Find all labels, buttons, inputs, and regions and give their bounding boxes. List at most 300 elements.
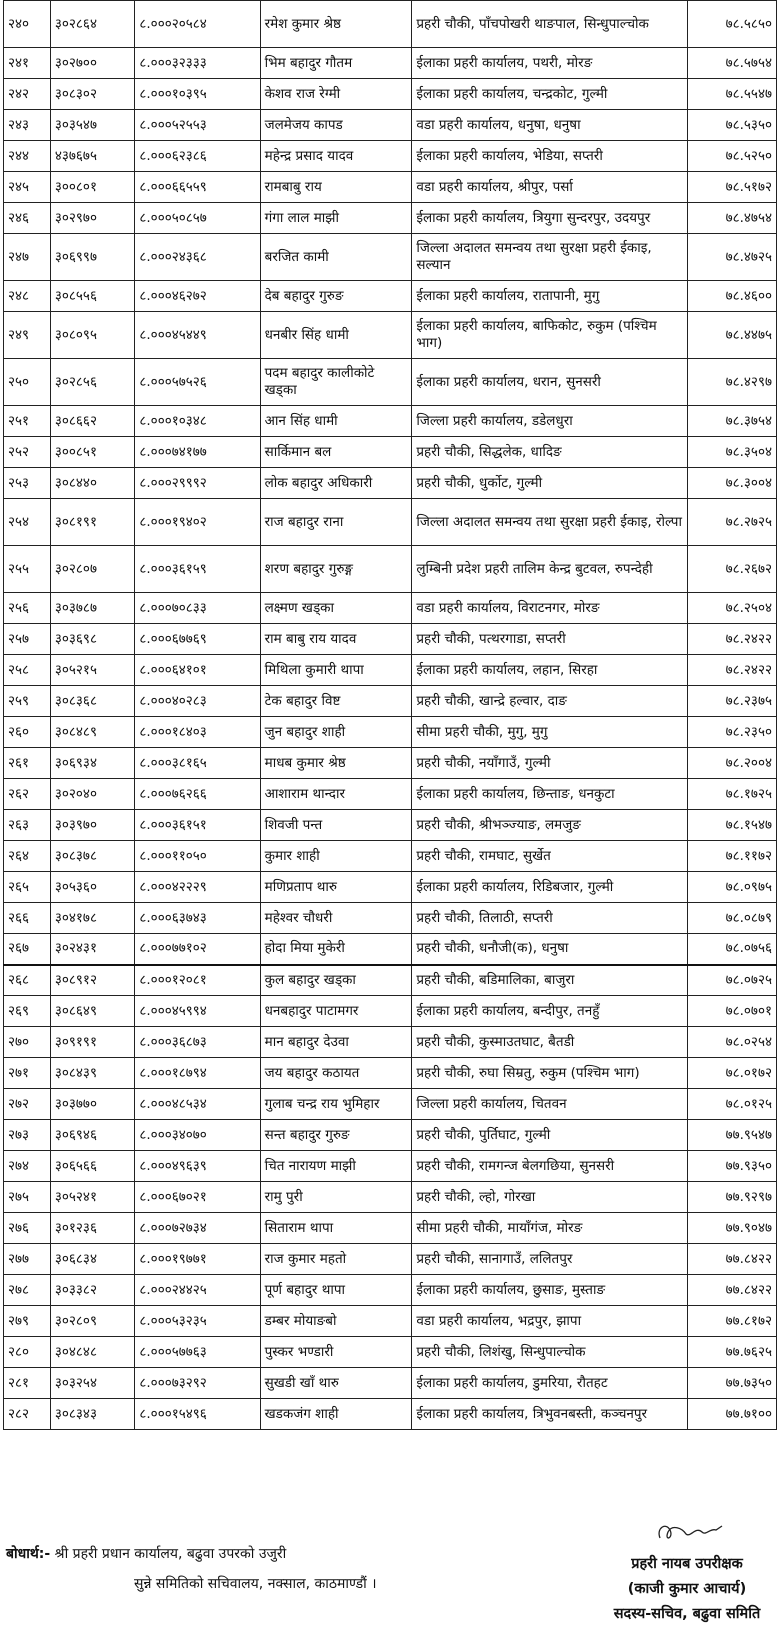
symbol-number-cell: ३०३७८७ bbox=[50, 593, 135, 624]
table-row bbox=[4, 1058, 777, 1089]
name-cell: डम्बर मोयाङबो bbox=[260, 1306, 412, 1337]
table-row bbox=[4, 499, 777, 546]
symbol-number-cell: ३०४८४८ bbox=[50, 1337, 135, 1368]
score-code-cell: ८.०००६४१०१ bbox=[135, 655, 260, 686]
total-score-cell: ७८.५१७२ bbox=[688, 172, 777, 203]
total-score-cell: ७८.४२९७ bbox=[688, 359, 777, 406]
score-code-cell: ८.०००६७७६९ bbox=[135, 624, 260, 655]
name-cell: लक्ष्मण खड्का bbox=[260, 593, 412, 624]
total-score-cell: ७८.०१२५ bbox=[688, 1089, 777, 1120]
name-cell: सिताराम थापा bbox=[260, 1213, 412, 1244]
total-score-cell: ७८.५७५४ bbox=[688, 48, 777, 79]
office-cell: सीमा प्रहरी चौकी, मायाँगंज, मोरङ bbox=[412, 1213, 688, 1244]
office-cell: प्रहरी चौकी, खान्द्रे हल्वार, दाङ bbox=[412, 686, 688, 717]
serial-cell: २५३ bbox=[4, 468, 51, 499]
symbol-number-cell: ३०३५४७ bbox=[50, 110, 135, 141]
signatory-block bbox=[594, 1552, 780, 1627]
serial-cell: २७४ bbox=[4, 1151, 51, 1182]
score-code-cell: ८.०००७७१०२ bbox=[135, 934, 260, 965]
symbol-number-cell: ३०२७०० bbox=[50, 48, 135, 79]
name-cell: जुन बहादुर शाही bbox=[260, 717, 412, 748]
name-cell: मान बहादुर देउवा bbox=[260, 1027, 412, 1058]
serial-cell: २६५ bbox=[4, 872, 51, 903]
score-code-cell: ८.०००६६५५९ bbox=[135, 172, 260, 203]
symbol-number-cell: ३०८३७८ bbox=[50, 841, 135, 872]
office-cell: प्रहरी चौकी, सिद्धलेक, धादिङ bbox=[412, 437, 688, 468]
serial-cell: २४१ bbox=[4, 48, 51, 79]
symbol-number-cell: ३०२४३१ bbox=[50, 934, 135, 965]
serial-cell: २७१ bbox=[4, 1058, 51, 1089]
office-cell: ईलाका प्रहरी कार्यालय, पथरी, मोरङ bbox=[412, 48, 688, 79]
total-score-cell: ७७.७१०० bbox=[688, 1399, 777, 1430]
name-cell: गंगा लाल माझी bbox=[260, 203, 412, 234]
name-cell: भिम बहादुर गौतम bbox=[260, 48, 412, 79]
score-code-cell: ८.०००२४४२५ bbox=[135, 1275, 260, 1306]
signature-mark bbox=[652, 1518, 752, 1546]
symbol-number-cell: ३०३३८२ bbox=[50, 1275, 135, 1306]
total-score-cell: ७८.२४२२ bbox=[688, 655, 777, 686]
table-row bbox=[4, 717, 777, 748]
total-score-cell: ७७.८४२२ bbox=[688, 1275, 777, 1306]
table-row bbox=[4, 1368, 777, 1399]
name-cell: महेश्वर चौधरी bbox=[260, 903, 412, 934]
table-row bbox=[4, 79, 777, 110]
office-cell: ईलाका प्रहरी कार्यालय, त्रियुगा सुन्दरपुर, उदयपुर bbox=[412, 203, 688, 234]
serial-cell: २४३ bbox=[4, 110, 51, 141]
serial-cell: २८२ bbox=[4, 1399, 51, 1430]
symbol-number-cell: ३०८३६८ bbox=[50, 686, 135, 717]
office-cell: जिल्ला अदालत समन्वय तथा सुरक्षा प्रहरी ईकाइ, रोल्पा bbox=[412, 499, 688, 546]
serial-cell: २४५ bbox=[4, 172, 51, 203]
office-cell: जिल्ला प्रहरी कार्यालय, चितवन bbox=[412, 1089, 688, 1120]
name-cell: कुमार शाही bbox=[260, 841, 412, 872]
name-cell: सन्त बहादुर गुरुङ bbox=[260, 1120, 412, 1151]
total-score-cell: ७८.०९७५ bbox=[688, 872, 777, 903]
table-row bbox=[4, 779, 777, 810]
score-code-cell: ८.०००१९४०२ bbox=[135, 499, 260, 546]
symbol-number-cell: ३०१२३६ bbox=[50, 1213, 135, 1244]
score-code-cell: ८.०००४६२७२ bbox=[135, 281, 260, 312]
name-cell: रमेश कुमार श्रेष्ठ bbox=[260, 1, 412, 48]
score-code-cell: ८.०००५७५२६ bbox=[135, 359, 260, 406]
score-code-cell: ८.०००२४३६८ bbox=[135, 234, 260, 281]
total-score-cell: ७७.७६२५ bbox=[688, 1337, 777, 1368]
symbol-number-cell: ३०४१७८ bbox=[50, 903, 135, 934]
symbol-number-cell: ३०३६९८ bbox=[50, 624, 135, 655]
serial-cell: २४० bbox=[4, 1, 51, 48]
total-score-cell: ७८.२३७५ bbox=[688, 686, 777, 717]
table-row bbox=[4, 1399, 777, 1430]
cc-note bbox=[6, 1539, 377, 1599]
office-cell: प्रहरी चौकी, रुघा सिम्रतु, रुकुम (पश्चिम भाग) bbox=[412, 1058, 688, 1089]
total-score-cell: ७८.४७२५ bbox=[688, 234, 777, 281]
score-code-cell: ८.०००१८४०३ bbox=[135, 717, 260, 748]
symbol-number-cell: ३०५३६० bbox=[50, 872, 135, 903]
score-code-cell: ८.०००४०२८३ bbox=[135, 686, 260, 717]
serial-cell: २४६ bbox=[4, 203, 51, 234]
table-row bbox=[4, 1027, 777, 1058]
office-cell: ईलाका प्रहरी कार्यालय, रातापानी, मुगु bbox=[412, 281, 688, 312]
score-code-cell: ८.०००३६८७३ bbox=[135, 1027, 260, 1058]
serial-cell: २७८ bbox=[4, 1275, 51, 1306]
table-row bbox=[4, 1244, 777, 1275]
symbol-number-cell: ३०८९१२ bbox=[50, 965, 135, 996]
serial-cell: २५८ bbox=[4, 655, 51, 686]
signatory-role: सदस्य-सचिव, बढुवा समिति bbox=[613, 1606, 761, 1622]
total-score-cell: ७८.२००४ bbox=[688, 748, 777, 779]
office-cell: ईलाका प्रहरी कार्यालय, छुसाङ, मुस्ताङ bbox=[412, 1275, 688, 1306]
name-cell: रामबाबु राय bbox=[260, 172, 412, 203]
symbol-number-cell: ३०३२५४ bbox=[50, 1368, 135, 1399]
name-cell: खडकजंग शाही bbox=[260, 1399, 412, 1430]
table-body bbox=[4, 1, 777, 1430]
table-row bbox=[4, 141, 777, 172]
serial-cell: २६० bbox=[4, 717, 51, 748]
symbol-number-cell: ३०८१९१ bbox=[50, 499, 135, 546]
total-score-cell: ७७.९२९७ bbox=[688, 1182, 777, 1213]
symbol-number-cell: ३०९१९१ bbox=[50, 1027, 135, 1058]
total-score-cell: ७७.९५४७ bbox=[688, 1120, 777, 1151]
symbol-number-cell: ४३७६७५ bbox=[50, 141, 135, 172]
office-cell: प्रहरी चौकी, कुस्माउतघाट, बैतडी bbox=[412, 1027, 688, 1058]
score-code-cell: ८.०००६२३८६ bbox=[135, 141, 260, 172]
symbol-number-cell: ३०२०४० bbox=[50, 779, 135, 810]
total-score-cell: ७८.५२५० bbox=[688, 141, 777, 172]
office-cell: प्रहरी चौकी, पाँचपोखरी थाङपाल, सिन्धुपाल्चोक bbox=[412, 1, 688, 48]
serial-cell: २५६ bbox=[4, 593, 51, 624]
office-cell: प्रहरी चौकी, पत्थरगाडा, सप्तरी bbox=[412, 624, 688, 655]
total-score-cell: ७८.०१७२ bbox=[688, 1058, 777, 1089]
office-cell: ईलाका प्रहरी कार्यालय, धरान, सुनसरी bbox=[412, 359, 688, 406]
office-cell: सीमा प्रहरी चौकी, मुगु, मुगु bbox=[412, 717, 688, 748]
score-code-cell: ८.०००७०८३३ bbox=[135, 593, 260, 624]
office-cell: प्रहरी चौकी, लिशंखु, सिन्धुपाल्चोक bbox=[412, 1337, 688, 1368]
score-code-cell: ८.०००३२३३३ bbox=[135, 48, 260, 79]
total-score-cell: ७८.३७५४ bbox=[688, 406, 777, 437]
office-cell: वडा प्रहरी कार्यालय, श्रीपुर, पर्सा bbox=[412, 172, 688, 203]
table-row bbox=[4, 1337, 777, 1368]
total-score-cell: ७८.४४७५ bbox=[688, 312, 777, 359]
office-cell: ईलाका प्रहरी कार्यालय, डुमरिया, रौतहट bbox=[412, 1368, 688, 1399]
table-row bbox=[4, 903, 777, 934]
name-cell: सार्किमान बल bbox=[260, 437, 412, 468]
office-cell: ईलाका प्रहरी कार्यालय, बाफिकोट, रुकुम (पश्चिम भाग) bbox=[412, 312, 688, 359]
serial-cell: २५१ bbox=[4, 406, 51, 437]
total-score-cell: ७८.१७२५ bbox=[688, 779, 777, 810]
symbol-number-cell: ३०८३४३ bbox=[50, 1399, 135, 1430]
name-cell: चित नारायण माझी bbox=[260, 1151, 412, 1182]
symbol-number-cell: ३०६९९७ bbox=[50, 234, 135, 281]
signatory-title: प्रहरी नायब उपरीक्षक bbox=[631, 1556, 743, 1572]
cc-note-label: बोधार्थ:- bbox=[6, 1546, 51, 1562]
office-cell: प्रहरी चौकी, धुर्कोट, गुल्मी bbox=[412, 468, 688, 499]
symbol-number-cell: ३०२८०७ bbox=[50, 546, 135, 593]
table-row bbox=[4, 624, 777, 655]
table-row bbox=[4, 965, 777, 996]
table-row bbox=[4, 468, 777, 499]
table-row bbox=[4, 234, 777, 281]
serial-cell: २६८ bbox=[4, 965, 51, 996]
name-cell: कुल बहादुर खड्का bbox=[260, 965, 412, 996]
table-row bbox=[4, 281, 777, 312]
table-row bbox=[4, 655, 777, 686]
score-code-cell: ८.०००६७०२१ bbox=[135, 1182, 260, 1213]
score-code-cell: ८.०००१०३४८ bbox=[135, 406, 260, 437]
score-code-cell: ८.०००३८१६५ bbox=[135, 748, 260, 779]
table-row bbox=[4, 1120, 777, 1151]
total-score-cell: ७८.४६०० bbox=[688, 281, 777, 312]
symbol-number-cell: ३०३७७० bbox=[50, 1089, 135, 1120]
table-row bbox=[4, 312, 777, 359]
name-cell: माधब कुमार श्रेष्ठ bbox=[260, 748, 412, 779]
total-score-cell: ७८.५८५० bbox=[688, 1, 777, 48]
serial-cell: २५७ bbox=[4, 624, 51, 655]
name-cell: सुखडी खाँ थारु bbox=[260, 1368, 412, 1399]
table-row bbox=[4, 203, 777, 234]
serial-cell: २७७ bbox=[4, 1244, 51, 1275]
serial-cell: २६२ bbox=[4, 779, 51, 810]
total-score-cell: ७८.४७५४ bbox=[688, 203, 777, 234]
symbol-number-cell: ३०८४८९ bbox=[50, 717, 135, 748]
serial-cell: २५२ bbox=[4, 437, 51, 468]
name-cell: राज कुमार महतो bbox=[260, 1244, 412, 1275]
office-cell: प्रहरी चौकी, श्रीभञ्ज्याङ, लमजुङ bbox=[412, 810, 688, 841]
signatory-name: (काजी कुमार आचार्य) bbox=[627, 1581, 747, 1597]
table-row bbox=[4, 1306, 777, 1337]
table-row bbox=[4, 996, 777, 1027]
name-cell: शिवजी पन्त bbox=[260, 810, 412, 841]
symbol-number-cell: ३०८४३९ bbox=[50, 1058, 135, 1089]
total-score-cell: ७८.२३५० bbox=[688, 717, 777, 748]
score-code-cell: ८.०००३६१५१ bbox=[135, 810, 260, 841]
score-code-cell: ८.०००४५४४९ bbox=[135, 312, 260, 359]
score-code-cell: ८.०००१०३९५ bbox=[135, 79, 260, 110]
name-cell: धनबहादुर पाटामगर bbox=[260, 996, 412, 1027]
name-cell: धनबीर सिंह धामी bbox=[260, 312, 412, 359]
office-cell: प्रहरी चौकी, रामघाट, सुर्खेत bbox=[412, 841, 688, 872]
office-cell: ईलाका प्रहरी कार्यालय, बन्दीपुर, तनहुँ bbox=[412, 996, 688, 1027]
total-score-cell: ७७.७३५० bbox=[688, 1368, 777, 1399]
serial-cell: २६९ bbox=[4, 996, 51, 1027]
score-code-cell: ८.०००७६२६६ bbox=[135, 779, 260, 810]
promotion-list-table bbox=[3, 0, 777, 1430]
symbol-number-cell: ३०२९७० bbox=[50, 203, 135, 234]
office-cell: प्रहरी चौकी, धनौजी(क), धनुषा bbox=[412, 934, 688, 965]
total-score-cell: ७७.९३५० bbox=[688, 1151, 777, 1182]
score-code-cell: ८.०००४५९९४ bbox=[135, 996, 260, 1027]
office-cell: वडा प्रहरी कार्यालय, धनुषा, धनुषा bbox=[412, 110, 688, 141]
name-cell: पदम बहादुर कालीकोटे खड्का bbox=[260, 359, 412, 406]
serial-cell: २७२ bbox=[4, 1089, 51, 1120]
score-code-cell: ८.०००२९९९२ bbox=[135, 468, 260, 499]
table-row bbox=[4, 810, 777, 841]
name-cell: केशव राज रेग्मी bbox=[260, 79, 412, 110]
office-cell: ईलाका प्रहरी कार्यालय, छिन्ताङ, धनकुटा bbox=[412, 779, 688, 810]
name-cell: आशाराम थान्दार bbox=[260, 779, 412, 810]
total-score-cell: ७८.०७२५ bbox=[688, 965, 777, 996]
symbol-number-cell: ३०६९३४ bbox=[50, 748, 135, 779]
table-row bbox=[4, 1182, 777, 1213]
table-row bbox=[4, 110, 777, 141]
score-code-cell: ८.०००२०५८४ bbox=[135, 1, 260, 48]
table-row bbox=[4, 841, 777, 872]
office-cell: प्रहरी चौकी, बडिमालिका, बाजुरा bbox=[412, 965, 688, 996]
score-code-cell: ८.०००१५४९६ bbox=[135, 1399, 260, 1430]
symbol-number-cell: ३०६८३४ bbox=[50, 1244, 135, 1275]
serial-cell: २५० bbox=[4, 359, 51, 406]
table-row bbox=[4, 437, 777, 468]
name-cell: पुस्कर भण्डारी bbox=[260, 1337, 412, 1368]
score-code-cell: ८.०००७४१७७ bbox=[135, 437, 260, 468]
table-row bbox=[4, 546, 777, 593]
office-cell: वडा प्रहरी कार्यालय, भद्रपुर, झापा bbox=[412, 1306, 688, 1337]
serial-cell: २५५ bbox=[4, 546, 51, 593]
score-code-cell: ८.०००११०५० bbox=[135, 841, 260, 872]
table-row bbox=[4, 872, 777, 903]
office-cell: प्रहरी चौकी, सानागाउँ, ललितपुर bbox=[412, 1244, 688, 1275]
serial-cell: २४४ bbox=[4, 141, 51, 172]
office-cell: जिल्ला प्रहरी कार्यालय, डडेलधुरा bbox=[412, 406, 688, 437]
cc-note-line2: सुन्ने समितिको सचिवालय, नक्साल, काठमाण्डौं । bbox=[134, 1576, 377, 1592]
score-code-cell: ८.०००५२५५३ bbox=[135, 110, 260, 141]
total-score-cell: ७८.०८७९ bbox=[688, 903, 777, 934]
symbol-number-cell: ३०८०९५ bbox=[50, 312, 135, 359]
serial-cell: २६६ bbox=[4, 903, 51, 934]
table-row bbox=[4, 1089, 777, 1120]
score-code-cell: ८.०००४८५३४ bbox=[135, 1089, 260, 1120]
table-row bbox=[4, 1, 777, 48]
score-code-cell: ८.०००३६१५९ bbox=[135, 546, 260, 593]
total-score-cell: ७८.५३५० bbox=[688, 110, 777, 141]
total-score-cell: ७८.२५०४ bbox=[688, 593, 777, 624]
table-row bbox=[4, 406, 777, 437]
name-cell: टेक बहादुर विष्ट bbox=[260, 686, 412, 717]
serial-cell: २६१ bbox=[4, 748, 51, 779]
table-row bbox=[4, 1275, 777, 1306]
office-cell: ईलाका प्रहरी कार्यालय, रिडिबजार, गुल्मी bbox=[412, 872, 688, 903]
table-row bbox=[4, 593, 777, 624]
office-cell: प्रहरी चौकी, नयाँगाउँ, गुल्मी bbox=[412, 748, 688, 779]
office-cell: प्रहरी चौकी, ल्हो, गोरखा bbox=[412, 1182, 688, 1213]
serial-cell: २४८ bbox=[4, 281, 51, 312]
score-code-cell: ८.०००१८७९४ bbox=[135, 1058, 260, 1089]
score-code-cell: ८.०००७२७३४ bbox=[135, 1213, 260, 1244]
total-score-cell: ७८.१५४७ bbox=[688, 810, 777, 841]
table-row bbox=[4, 48, 777, 79]
serial-cell: २७५ bbox=[4, 1182, 51, 1213]
name-cell: आन सिंह धामी bbox=[260, 406, 412, 437]
symbol-number-cell: ३००८०१ bbox=[50, 172, 135, 203]
score-code-cell: ८.०००६३७४३ bbox=[135, 903, 260, 934]
office-cell: ईलाका प्रहरी कार्यालय, चन्द्रकोट, गुल्मी bbox=[412, 79, 688, 110]
total-score-cell: ७८.११७२ bbox=[688, 841, 777, 872]
table-row bbox=[4, 686, 777, 717]
table-row bbox=[4, 359, 777, 406]
name-cell: बरजित कामी bbox=[260, 234, 412, 281]
score-code-cell: ८.०००१२०८१ bbox=[135, 965, 260, 996]
serial-cell: २८० bbox=[4, 1337, 51, 1368]
symbol-number-cell: ३०८३०२ bbox=[50, 79, 135, 110]
table-row bbox=[4, 1151, 777, 1182]
name-cell: राज बहादुर राना bbox=[260, 499, 412, 546]
symbol-number-cell: ३०५२१५ bbox=[50, 655, 135, 686]
office-cell: प्रहरी चौकी, रामगन्ज बेलगछिया, सुनसरी bbox=[412, 1151, 688, 1182]
name-cell: मिथिला कुमारी थापा bbox=[260, 655, 412, 686]
office-cell: प्रहरी चौकी, पुर्तिघाट, गुल्मी bbox=[412, 1120, 688, 1151]
office-cell: ईलाका प्रहरी कार्यालय, भेडिया, सप्तरी bbox=[412, 141, 688, 172]
table-row bbox=[4, 1213, 777, 1244]
score-code-cell: ८.०००४२२२९ bbox=[135, 872, 260, 903]
table-row bbox=[4, 172, 777, 203]
symbol-number-cell: ३०२८६४ bbox=[50, 1, 135, 48]
name-cell: देब बहादुर गुरुङ bbox=[260, 281, 412, 312]
name-cell: जय बहादुर कठायत bbox=[260, 1058, 412, 1089]
serial-cell: २४७ bbox=[4, 234, 51, 281]
serial-cell: २६७ bbox=[4, 934, 51, 965]
serial-cell: २७० bbox=[4, 1027, 51, 1058]
score-code-cell: ८.०००३४०७० bbox=[135, 1120, 260, 1151]
symbol-number-cell: ३०३९७० bbox=[50, 810, 135, 841]
symbol-number-cell: ३०२८०९ bbox=[50, 1306, 135, 1337]
symbol-number-cell: ३००८५१ bbox=[50, 437, 135, 468]
total-score-cell: ७८.५५४७ bbox=[688, 79, 777, 110]
name-cell: रामु पुरी bbox=[260, 1182, 412, 1213]
score-code-cell: ८.०००१९७७१ bbox=[135, 1244, 260, 1275]
name-cell: गुलाब चन्द्र राय भुमिहार bbox=[260, 1089, 412, 1120]
total-score-cell: ७८.२७२५ bbox=[688, 499, 777, 546]
table-row bbox=[4, 748, 777, 779]
score-code-cell: ८.०००५७७६३ bbox=[135, 1337, 260, 1368]
name-cell: राम बाबु राय यादव bbox=[260, 624, 412, 655]
office-cell: ईलाका प्रहरी कार्यालय, लहान, सिरहा bbox=[412, 655, 688, 686]
total-score-cell: ७७.८१७२ bbox=[688, 1306, 777, 1337]
total-score-cell: ७८.२६७२ bbox=[688, 546, 777, 593]
symbol-number-cell: ३०२८५६ bbox=[50, 359, 135, 406]
serial-cell: २७९ bbox=[4, 1306, 51, 1337]
name-cell: जलमेजय कापड bbox=[260, 110, 412, 141]
office-cell: ईलाका प्रहरी कार्यालय, त्रिभुवनबस्ती, कञ्चनपुर bbox=[412, 1399, 688, 1430]
symbol-number-cell: ३०८६६२ bbox=[50, 406, 135, 437]
score-code-cell: ८.०००७३२९२ bbox=[135, 1368, 260, 1399]
serial-cell: २५४ bbox=[4, 499, 51, 546]
symbol-number-cell: ३०६५६६ bbox=[50, 1151, 135, 1182]
office-cell: प्रहरी चौकी, तिलाठी, सप्तरी bbox=[412, 903, 688, 934]
total-score-cell: ७८.०७०१ bbox=[688, 996, 777, 1027]
total-score-cell: ७८.०२५४ bbox=[688, 1027, 777, 1058]
serial-cell: २७६ bbox=[4, 1213, 51, 1244]
total-score-cell: ७७.८४२२ bbox=[688, 1244, 777, 1275]
serial-cell: २६३ bbox=[4, 810, 51, 841]
symbol-number-cell: ३०६९४६ bbox=[50, 1120, 135, 1151]
serial-cell: २५९ bbox=[4, 686, 51, 717]
symbol-number-cell: ३०८४४० bbox=[50, 468, 135, 499]
name-cell: शरण बहादुर गुरुङ्ग bbox=[260, 546, 412, 593]
name-cell: महेन्द्र प्रसाद यादव bbox=[260, 141, 412, 172]
serial-cell: २७३ bbox=[4, 1120, 51, 1151]
office-cell: लुम्बिनी प्रदेश प्रहरी तालिम केन्द्र बुटवल, रुपन्देही bbox=[412, 546, 688, 593]
total-score-cell: ७८.०७५६ bbox=[688, 934, 777, 965]
name-cell: लोक बहादुर अधिकारी bbox=[260, 468, 412, 499]
office-cell: जिल्ला अदालत समन्वय तथा सुरक्षा प्रहरी ईकाइ, सल्यान bbox=[412, 234, 688, 281]
serial-cell: २४२ bbox=[4, 79, 51, 110]
total-score-cell: ७७.९०४७ bbox=[688, 1213, 777, 1244]
name-cell: मणिप्रताप थारु bbox=[260, 872, 412, 903]
table-row bbox=[4, 934, 777, 965]
score-code-cell: ८.०००५३२३५ bbox=[135, 1306, 260, 1337]
symbol-number-cell: ३०८५५६ bbox=[50, 281, 135, 312]
score-code-cell: ८.०००५०८५७ bbox=[135, 203, 260, 234]
total-score-cell: ७८.३००४ bbox=[688, 468, 777, 499]
